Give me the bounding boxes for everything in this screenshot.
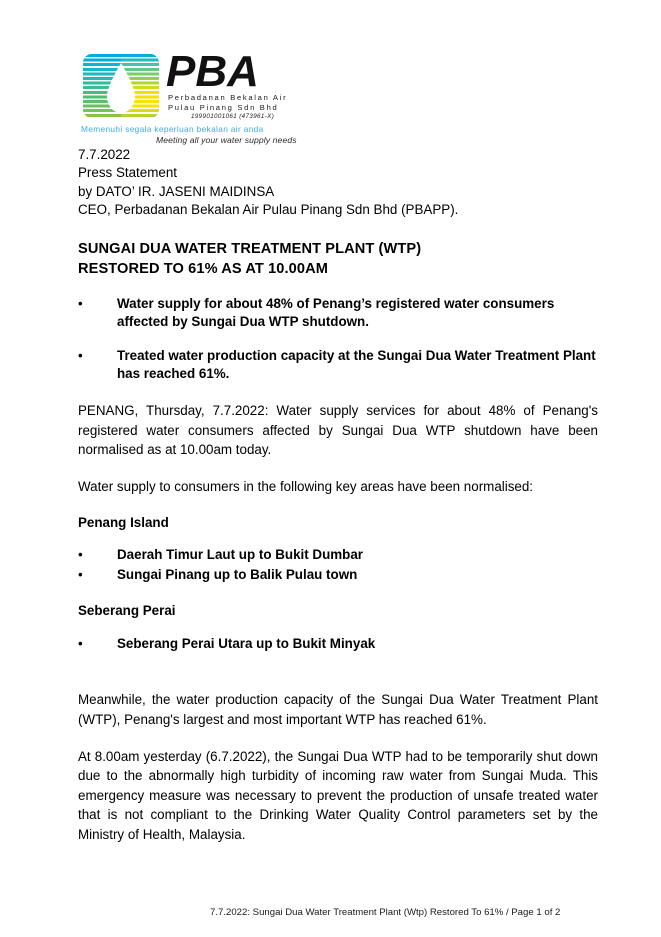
statement-author: by DATO’ IR. JASENI MAIDINSA (78, 183, 275, 199)
area-name: Sungai Pinang up to Balik Pulau town (117, 566, 358, 582)
statement-author-title: CEO, Perbadanan Bekalan Air Pulau Pinang Sdn Bhd (PBAPP). (78, 202, 459, 218)
pba-logo (78, 47, 378, 150)
bullet-icon: • (78, 635, 83, 651)
area-list-item (78, 635, 598, 654)
document-body (78, 146, 598, 845)
section-spacer (78, 653, 598, 673)
key-point-text: Water supply for about 48% of Penang’s registered water consumers affected by Sungai Dua WTP shutdown. (117, 295, 555, 330)
tagline-english: Meeting all your water supply needs (156, 135, 297, 145)
headline-line-1: SUNGAI DUA WATER TREATMENT PLANT (WTP) (78, 240, 422, 257)
water-droplet-icon (104, 63, 138, 113)
area-name: Seberang Perai Utara up to Bukit Minyak (117, 635, 376, 651)
body-paragraph-3: Meanwhile, the water production capacity of the Sungai Dua Water Treatment Plant (WTP), Penang's largest and most important WTP has reached 61%. (78, 692, 598, 727)
pba-wordmark: PBA (166, 47, 259, 96)
statement-date: 7.7.2022 (78, 147, 131, 162)
bullet-icon: • (78, 295, 83, 311)
key-point-item (78, 347, 598, 384)
company-name-line1: Perbadanan Bekalan Air (168, 93, 288, 102)
pba-logo-mark-icon (83, 54, 159, 118)
region-heading-penang-island: Penang Island (78, 515, 169, 531)
body-paragraph-2: Water supply to consumers in the following key areas have been normalised: (78, 478, 534, 494)
headline-line-2: RESTORED TO 61% AS AT 10.00AM (78, 261, 328, 278)
area-name: Daerah Timur Laut up to Bukit Dumbar (117, 546, 364, 562)
bullet-icon: • (78, 546, 83, 562)
key-point-item (78, 295, 598, 332)
company-registration-number: 199901001061 (473961-X) (191, 113, 275, 120)
company-name-line2: Pulau Pinang Sdn Bhd (168, 103, 279, 112)
tagline-malay: Memenuhi segala keperluan bekalan air anda (81, 124, 264, 134)
area-list-item (78, 566, 598, 585)
bullet-icon: • (78, 347, 83, 363)
body-paragraph-1: PENANG, Thursday, 7.7.2022: Water supply services for about 48% of Penang's registered water consumers affected by Sungai Dua WTP shutdown have been normalised as at 10.00am today. (78, 403, 598, 458)
bullet-icon: • (78, 566, 83, 582)
body-paragraph-4: At 8.00am yesterday (6.7.2022), the Sungai Dua WTP had to be temporarily shut down due to the abnormally high turbidity of incoming raw water from Sungai Muda. This emergency measure was necessary to prevent the production of unsafe treated water that is not compliant to the Drinking Water Quality Control parameters set by the Ministry of Health, Malaysia. (78, 748, 598, 842)
area-list-item (78, 546, 598, 565)
page-title (78, 239, 598, 280)
statement-type: Press Statement (78, 165, 177, 181)
region-heading-seberang-perai: Seberang Perai (78, 603, 176, 619)
key-point-text: Treated water production capacity at the Sungai Dua Water Treatment Plant has reached 61%. (117, 347, 596, 382)
page-footer: 7.7.2022: Sungai Dua Water Treatment Plant (Wtp) Restored To 61% / Page 1 of 2 (210, 907, 561, 918)
